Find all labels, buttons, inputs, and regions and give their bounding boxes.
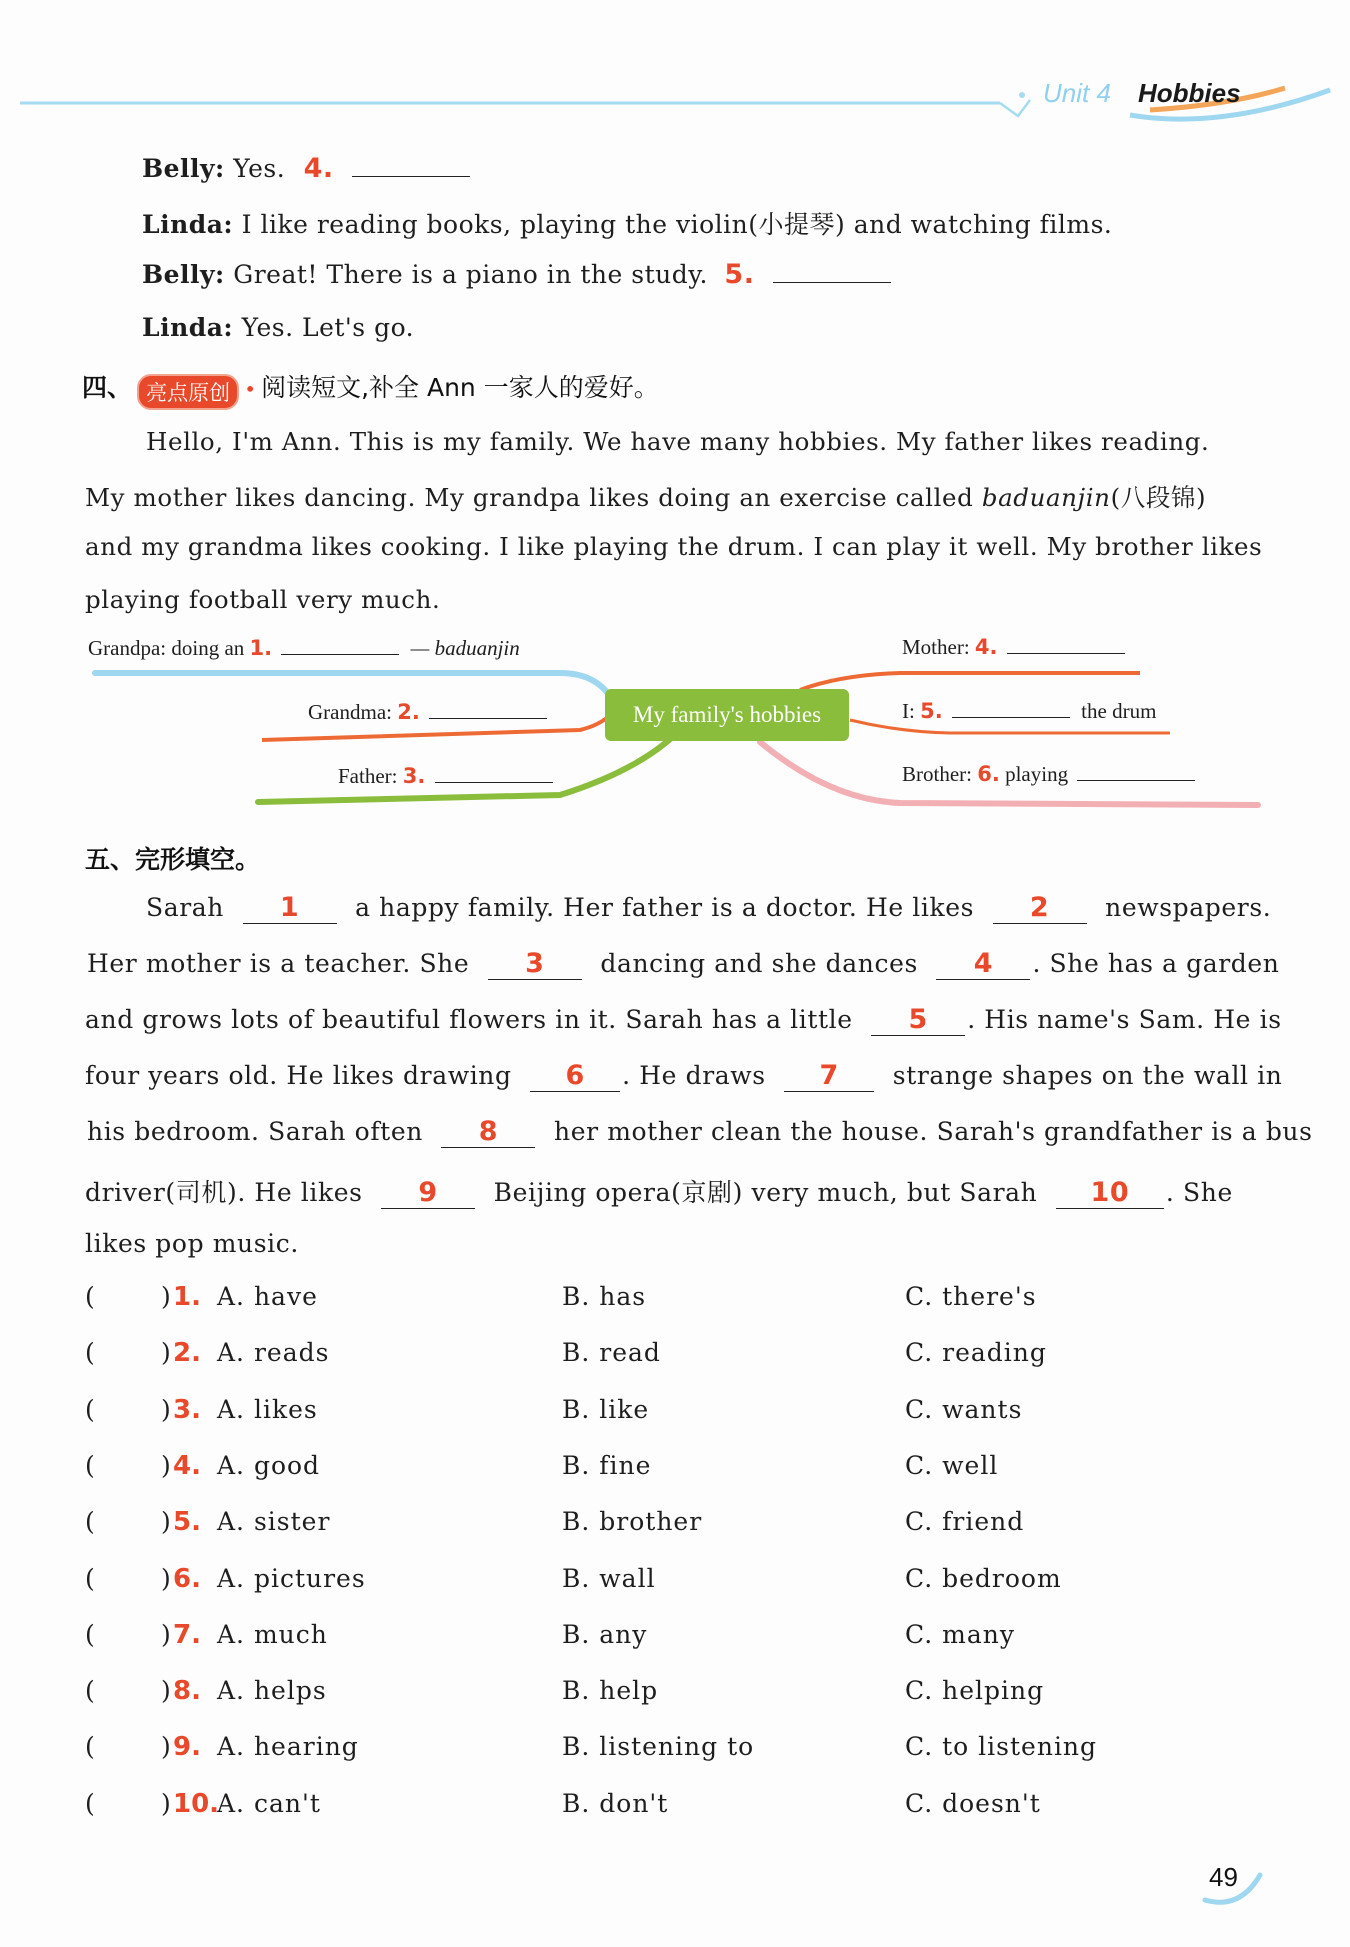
option-c[interactable]: C. well	[905, 1450, 999, 1480]
option-b[interactable]: B. listening to	[562, 1732, 755, 1762]
option-a[interactable]: A. much	[217, 1619, 328, 1649]
mindmap-label: Grandpa: doing an	[88, 636, 245, 660]
section-number: 四、	[82, 373, 133, 402]
page-number: 49	[1209, 1862, 1238, 1892]
blank-number: 4.	[974, 635, 998, 659]
blank-number: 4.	[303, 153, 334, 184]
cloze-text: Beijing opera(京剧) very much, but Sarah	[493, 1178, 1038, 1207]
option-a[interactable]: A. pictures	[217, 1563, 366, 1593]
question-row	[85, 1564, 1265, 1604]
cloze-blank[interactable]: 9	[381, 1178, 475, 1209]
mindmap-tail: — baduanjin	[410, 636, 520, 660]
cloze-line	[87, 949, 1280, 980]
passage-text: (八段锦)	[1110, 483, 1207, 512]
answer-slot[interactable]	[93, 1395, 165, 1431]
speaker-name: Linda:	[142, 313, 234, 342]
question-number: 4.	[173, 1450, 201, 1481]
answer-paren-open: (	[85, 1338, 95, 1368]
cloze-blank[interactable]: 8	[441, 1117, 535, 1148]
mindmap-label: I:	[902, 699, 915, 723]
cloze-text: Sarah	[146, 893, 224, 922]
question-number: 2.	[173, 1338, 201, 1369]
answer-blank[interactable]	[435, 781, 553, 783]
option-b[interactable]: B. read	[562, 1338, 661, 1368]
dialogue-line	[142, 205, 1112, 241]
option-a[interactable]: A. can't	[217, 1788, 321, 1818]
answer-paren-open: (	[85, 1619, 95, 1649]
speaker-name: Linda:	[142, 210, 234, 239]
option-b[interactable]: B. brother	[562, 1507, 703, 1537]
option-c[interactable]: C. helping	[905, 1676, 1045, 1706]
cloze-line	[85, 1005, 1282, 1036]
option-c[interactable]: C. reading	[905, 1338, 1047, 1368]
answer-paren-open: (	[85, 1676, 95, 1706]
section-5-header: 五、完形填空。	[85, 845, 261, 874]
blank-number: 1.	[249, 636, 273, 660]
cloze-line	[85, 1061, 1283, 1092]
mindmap-brother	[902, 762, 1195, 787]
answer-paren-open: (	[85, 1788, 95, 1818]
answer-paren-open: (	[85, 1450, 95, 1480]
option-c[interactable]: C. doesn't	[905, 1788, 1041, 1818]
cloze-text: strange shapes on the wall in	[892, 1061, 1283, 1090]
cloze-line	[146, 893, 1271, 924]
dialogue-line	[142, 153, 470, 184]
answer-paren-close: )	[161, 1732, 171, 1762]
dialogue-text: Great! There is a piano in the study.	[233, 260, 708, 289]
section-4-header	[82, 368, 659, 410]
answer-paren-close: )	[161, 1338, 171, 1368]
question-number: 10.	[173, 1788, 220, 1819]
blank-number: 5.	[724, 259, 755, 290]
mindmap-tail: the drum	[1081, 699, 1157, 723]
cloze-line	[87, 1117, 1313, 1148]
dialogue-text: I like reading books, playing the violin(小提琴) and watching films.	[241, 210, 1113, 239]
answer-paren-close: )	[161, 1450, 171, 1480]
question-number: 5.	[173, 1507, 201, 1538]
question-row	[85, 1676, 1265, 1716]
answer-blank[interactable]	[1007, 652, 1125, 654]
cloze-text: her mother clean the house. Sarah's grandfather is a bus	[554, 1117, 1313, 1146]
cloze-line	[85, 1173, 1233, 1209]
answer-paren-open: (	[85, 1282, 95, 1311]
passage-line	[85, 479, 1206, 514]
question-number: 9.	[173, 1732, 201, 1763]
question-row	[85, 1620, 1265, 1660]
answer-paren-close: )	[161, 1788, 171, 1818]
mindmap-center: My family's hobbies	[605, 689, 849, 741]
option-a[interactable]: A. likes	[217, 1394, 318, 1424]
option-c[interactable]: C. wants	[905, 1394, 1023, 1424]
answer-paren-close: )	[161, 1676, 171, 1706]
option-a[interactable]: A. reads	[217, 1338, 330, 1368]
answer-blank[interactable]	[352, 175, 470, 177]
cloze-blank[interactable]: 4	[936, 949, 1030, 980]
answer-slot[interactable]	[93, 1732, 165, 1768]
question-number: 1.	[173, 1282, 201, 1312]
mindmap-father	[338, 764, 553, 789]
blank-number: 2.	[397, 700, 420, 724]
passage-text: My mother likes dancing. My grandpa likes doing an exercise called	[85, 483, 982, 512]
option-a[interactable]: A. have	[217, 1282, 318, 1311]
option-a[interactable]: A. sister	[217, 1507, 331, 1537]
answer-blank[interactable]	[952, 716, 1070, 718]
mindmap-grandpa	[88, 636, 520, 661]
option-b[interactable]: B. any	[562, 1619, 648, 1649]
cloze-text: his bedroom. Sarah often	[87, 1117, 423, 1146]
answer-paren-open: (	[85, 1394, 95, 1424]
cloze-text: driver(司机). He likes	[85, 1178, 363, 1207]
dot-icon: •	[244, 377, 256, 401]
question-row	[85, 1789, 1265, 1829]
section-instruction: 阅读短文,补全 Ann 一家人的爱好。	[261, 373, 659, 402]
answer-paren-close: )	[161, 1394, 171, 1424]
option-a[interactable]: A. helps	[217, 1676, 327, 1706]
cloze-text: . She has a garden	[1032, 949, 1280, 978]
mindmap-label: Brother:	[902, 762, 972, 786]
option-b[interactable]: B. like	[562, 1394, 650, 1424]
answer-paren-close: )	[161, 1507, 171, 1537]
mindmap-tail: playing	[1005, 762, 1069, 786]
answer-blank[interactable]	[429, 717, 547, 719]
option-c[interactable]: C. to listening	[905, 1732, 1098, 1762]
answer-paren-open: (	[85, 1563, 95, 1593]
answer-paren-close: )	[161, 1563, 171, 1593]
option-b[interactable]: B. fine	[562, 1450, 652, 1480]
cloze-text: four years old. He likes drawing	[85, 1061, 512, 1090]
answer-blank[interactable]	[1077, 779, 1195, 781]
dialogue-text: Yes. Let's go.	[241, 313, 415, 342]
question-row	[85, 1282, 1265, 1322]
question-number: 8.	[173, 1676, 201, 1707]
highlight-badge: 亮点原创	[137, 374, 239, 410]
answer-slot[interactable]	[93, 1789, 165, 1825]
cloze-blank[interactable]: 10	[1056, 1178, 1164, 1209]
cloze-text: . He draws	[622, 1061, 766, 1090]
option-a[interactable]: A. good	[217, 1450, 321, 1480]
question-row	[85, 1507, 1265, 1547]
blank-number: 3.	[402, 764, 426, 788]
option-c[interactable]: C. many	[905, 1619, 1015, 1649]
question-number: 6.	[173, 1563, 201, 1594]
option-c[interactable]: C. friend	[905, 1507, 1025, 1537]
cloze-blank[interactable]: 3	[488, 949, 582, 980]
unit-label: Unit 4	[1043, 78, 1111, 108]
answer-slot[interactable]	[93, 1282, 165, 1318]
cloze-text: a happy family. Her father is a doctor. He likes	[355, 893, 975, 922]
passage-line: and my grandma likes cooking. I like playing the drum. I can play it well. My brother likes	[85, 532, 1263, 561]
cloze-text: . His name's Sam. He is	[967, 1005, 1282, 1034]
answer-paren-open: (	[85, 1732, 95, 1762]
option-c[interactable]: C. bedroom	[905, 1563, 1062, 1593]
answer-slot[interactable]	[93, 1338, 165, 1374]
cloze-blank[interactable]: 7	[784, 1061, 874, 1092]
blank-number: 5.	[920, 699, 943, 723]
cloze-blank[interactable]: 1	[243, 893, 337, 924]
answer-slot[interactable]	[93, 1451, 165, 1487]
speaker-name: Belly:	[142, 154, 225, 183]
dialogue-line	[142, 313, 414, 342]
answer-slot[interactable]	[93, 1676, 165, 1712]
option-b[interactable]: B. has	[562, 1282, 647, 1311]
answer-slot[interactable]	[93, 1620, 165, 1656]
passage-italic: baduanjin	[981, 483, 1111, 512]
question-number: 3.	[173, 1394, 201, 1425]
speaker-name: Belly:	[142, 260, 225, 289]
option-b[interactable]: B. help	[562, 1676, 659, 1706]
mindmap-grandma	[308, 700, 547, 725]
cloze-text: Her mother is a teacher. She	[87, 949, 470, 978]
option-c[interactable]: C. there's	[905, 1282, 1037, 1311]
answer-blank[interactable]	[281, 653, 399, 655]
cloze-blank[interactable]: 6	[530, 1061, 620, 1092]
blank-number: 6.	[977, 762, 1000, 786]
cloze-line: likes pop music.	[85, 1229, 299, 1258]
mindmap-mother	[902, 635, 1125, 660]
cloze-blank[interactable]: 5	[871, 1005, 965, 1036]
answer-slot[interactable]	[93, 1507, 165, 1543]
mindmap-label: Mother:	[902, 635, 970, 659]
question-number: 7.	[173, 1619, 201, 1650]
cloze-text: . She	[1165, 1178, 1233, 1207]
question-row	[85, 1395, 1265, 1435]
unit-title: Hobbies	[1138, 78, 1241, 108]
option-b[interactable]: B. wall	[562, 1563, 656, 1593]
passage-line: Hello, I'm Ann. This is my family. We have many hobbies. My father likes reading.	[146, 427, 1210, 456]
dialogue-line	[142, 259, 891, 290]
mindmap-label: Father:	[338, 764, 398, 788]
passage-line: playing football very much.	[85, 585, 441, 614]
answer-paren-open: (	[85, 1507, 95, 1537]
option-b[interactable]: B. don't	[562, 1788, 669, 1818]
answer-blank[interactable]	[773, 281, 891, 283]
cloze-text: dancing and she dances	[600, 949, 918, 978]
answer-paren-close: )	[161, 1619, 171, 1649]
question-row	[85, 1338, 1265, 1378]
question-row	[85, 1451, 1265, 1491]
dialogue-text: Yes.	[233, 154, 286, 183]
mindmap-i	[902, 699, 1156, 724]
cloze-text: and grows lots of beautiful flowers in it. Sarah has a little	[85, 1005, 853, 1034]
question-row	[85, 1732, 1265, 1772]
cloze-blank[interactable]: 2	[993, 893, 1087, 924]
answer-slot[interactable]	[93, 1564, 165, 1600]
cloze-text: newspapers.	[1105, 893, 1272, 922]
answer-paren-close: )	[161, 1282, 171, 1311]
option-a[interactable]: A. hearing	[217, 1732, 359, 1762]
mindmap-label: Grandma:	[308, 700, 392, 724]
